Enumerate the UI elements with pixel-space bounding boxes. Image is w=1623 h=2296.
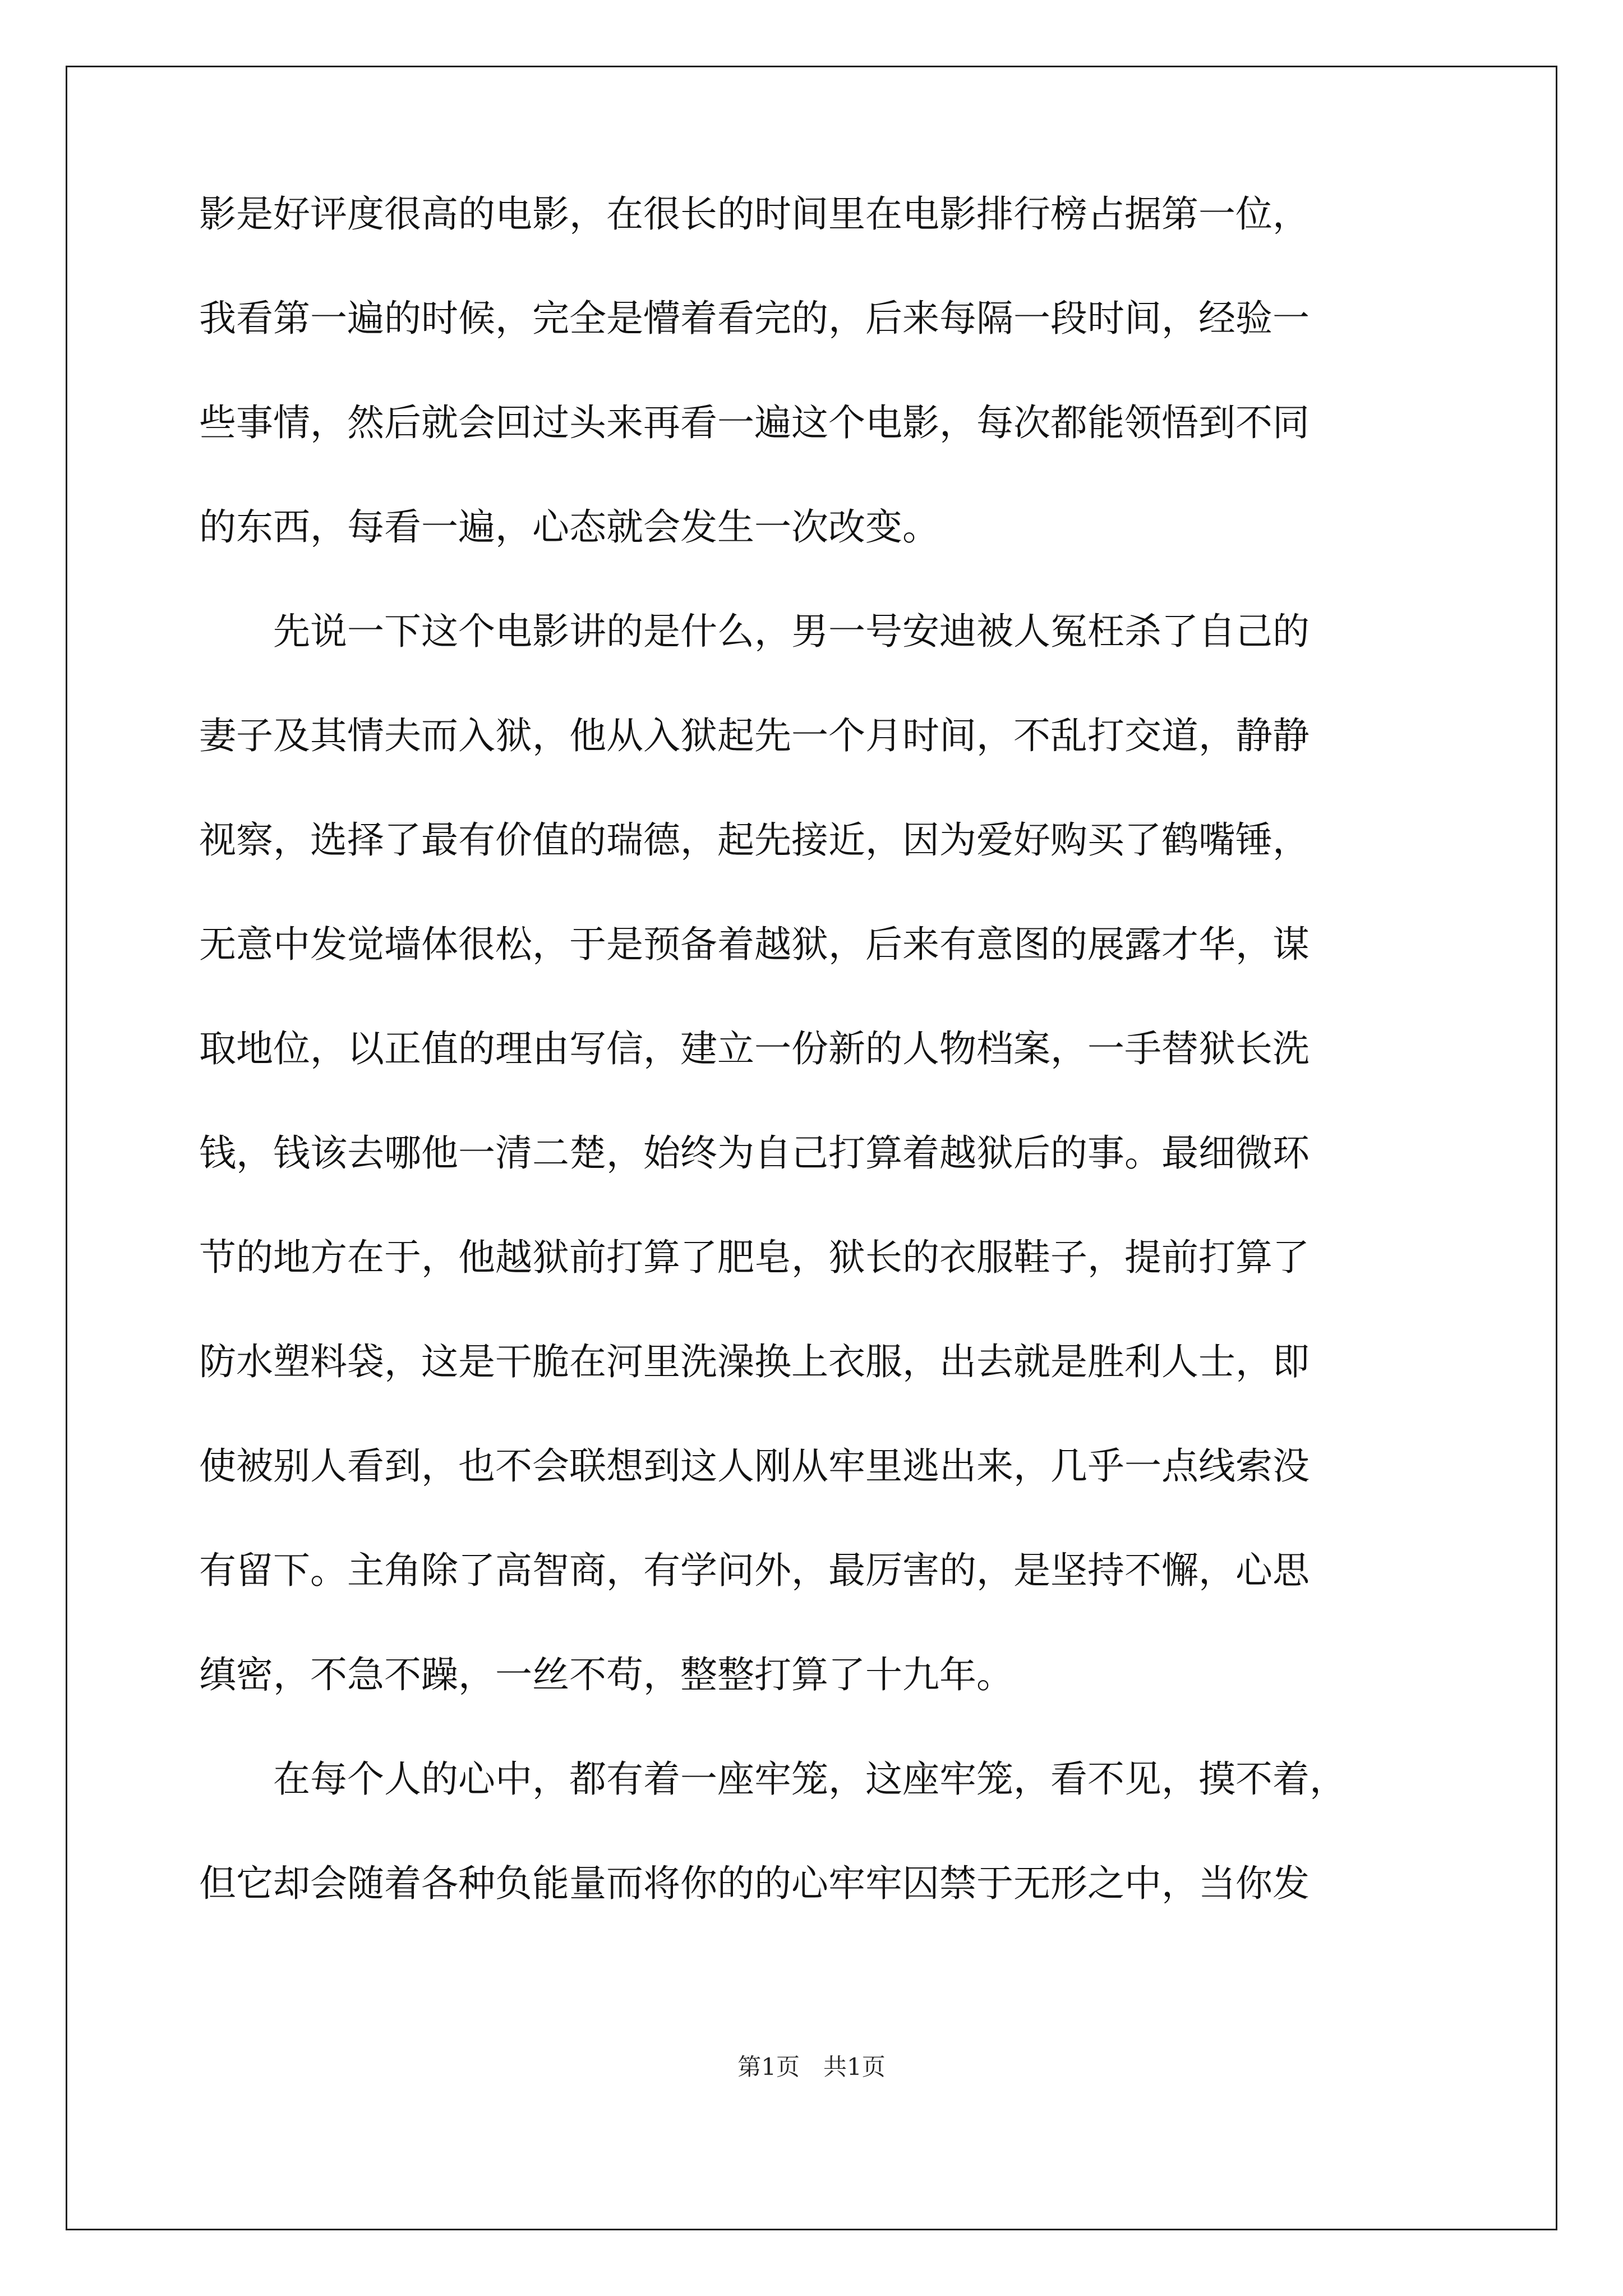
paragraph-start-line: 先说一下这个电影讲的是什么，男一号安迪被人冤枉杀了自己的 [273,610,1310,653]
text-line: 钱，钱该去哪他一清二楚，始终为自己打算着越狱后的事。最细微环 [199,1131,1310,1175]
paragraph-start-line: 在每个人的心中，都有着一座牢笼，这座牢笼，看不见，摸不着， [273,1757,1347,1801]
text-line: 取地位，以正值的理由写信，建立一份新的人物档案，一手替狱长洗 [199,1027,1310,1070]
text-line: 无意中发觉墙体很松，于是预备着越狱，后来有意图的展露才华，谋 [199,923,1310,966]
text-line: 的东西，每看一遍，心态就会发生一次改变。 [199,505,939,549]
text-line: 我看第一遍的时候，完全是懵着看完的，后来每隔一段时间，经验一 [199,297,1310,340]
text-line: 视察，选择了最有价值的瑞德，起先接近，因为爱好购买了鹤嘴锤， [199,818,1310,862]
text-line: 防水塑料袋，这是干脆在河里洗澡换上衣服，出去就是胜利人士，即 [199,1340,1310,1383]
text-line: 但它却会随着各种负能量而将你的的心牢牢囚禁于无形之中，当你发 [199,1862,1310,1905]
text-line: 影是好评度很高的电影，在很长的时间里在电影排行榜占据第一位， [199,192,1310,236]
text-line: 妻子及其情夫而入狱，他从入狱起先一个月时间，不乱打交道，静静 [199,714,1310,757]
text-line: 使被别人看到，也不会联想到这人刚从牢里逃出来，几乎一点线索没 [199,1444,1310,1488]
text-line: 些事情，然后就会回过头来再看一遍这个电影，每次都能领悟到不同 [199,401,1310,444]
page-number-footer: 第1页 共1页 [737,2053,886,2081]
text-line: 缜密，不急不躁，一丝不苟，整整打算了十九年。 [199,1653,1013,1696]
text-line: 有留下。主角除了高智商，有学问外，最厉害的，是坚持不懈，心思 [199,1549,1310,1592]
text-line: 节的地方在于，他越狱前打算了肥皂，狱长的衣服鞋子，提前打算了 [199,1236,1310,1279]
